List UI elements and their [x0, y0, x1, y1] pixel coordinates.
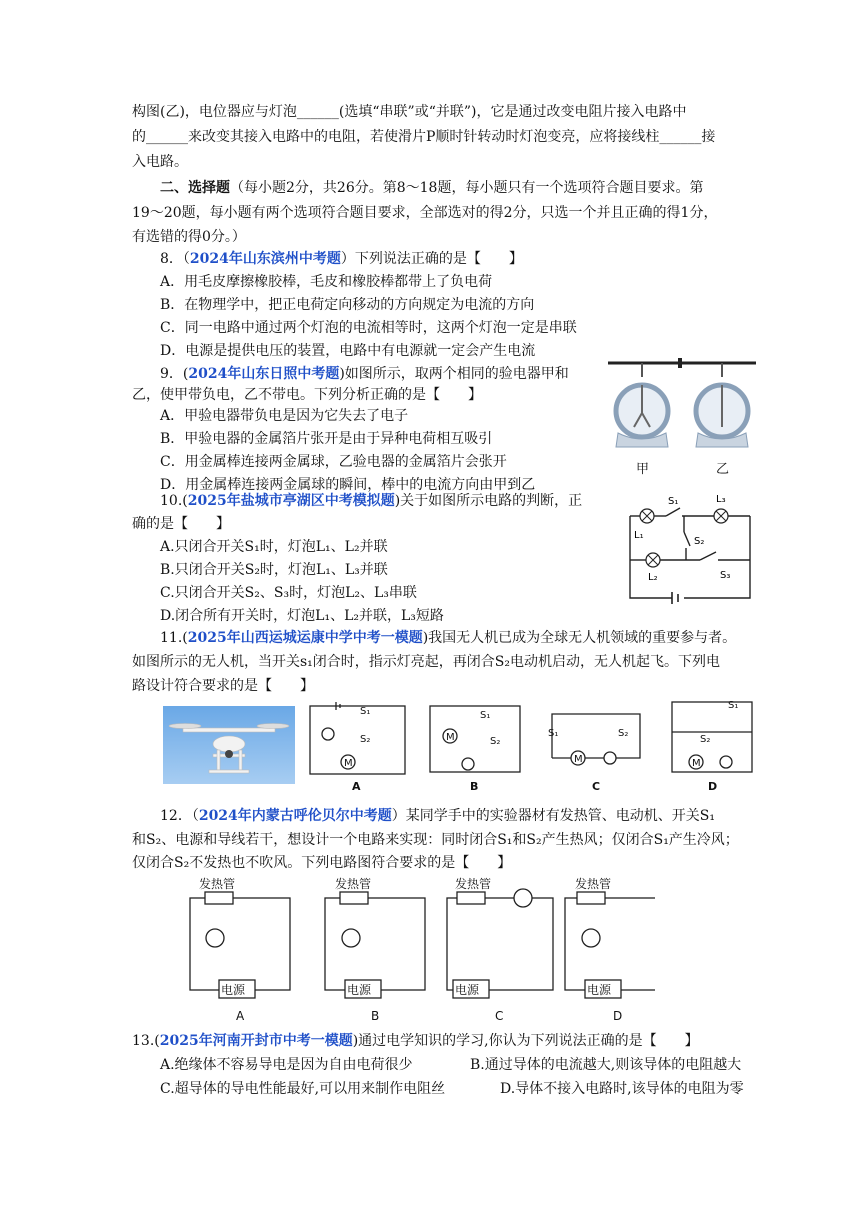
question-number: 12．（	[160, 808, 199, 824]
question-source: 2024年山东日照中考题	[188, 366, 340, 382]
question-source: 2025年盐城市亭湖区中考模拟题	[187, 493, 395, 509]
text-line: 入电路。	[132, 154, 188, 170]
motor-symbol: M	[692, 758, 701, 769]
question-number: 10.(	[160, 493, 188, 509]
option-d: D.闭合所有开关时，灯泡L₁、L₂并联，L₃短路	[160, 608, 444, 624]
label-l2: L₂	[648, 572, 658, 583]
question-text: )关于如图所示电路的判断，正	[394, 493, 583, 509]
label-yi: 乙	[716, 462, 730, 477]
circuit-option-a	[310, 702, 405, 774]
drone-icon	[163, 706, 295, 784]
question-8-stem	[160, 249, 523, 269]
label-l3: L₃	[716, 494, 726, 505]
option-d: D.导体不接入电路时,该导体的电阻为零	[500, 1081, 744, 1097]
text-line: 路设计符合要求的是【 】	[132, 678, 314, 694]
question-source: 2025年河南开封市中考一模题	[159, 1033, 353, 1049]
option-a: A．用毛皮摩擦橡胶棒，毛皮和橡胶棒都带上了负电荷	[160, 274, 493, 290]
question-text: ）下列说法正确的是【 】	[340, 251, 523, 267]
source-label: 电源	[455, 983, 480, 997]
source-label: 电源	[221, 983, 246, 997]
option-a: A．甲验电器带负电是因为它失去了电子	[160, 408, 409, 424]
text-line: 19～20题，每小题有两个选项符合题目要求，全部选对的得2分，只选一个并且正确的得1分，	[132, 205, 718, 221]
source-label: 电源	[347, 983, 372, 997]
circuit-option-c	[552, 714, 640, 765]
section-title: 二、选择题	[160, 180, 230, 196]
heater-label: 发热管	[199, 877, 236, 891]
question-number: 9．(	[160, 366, 189, 382]
text-line: 如图所示的无人机，当开关s₁闭合时，指示灯亮起，再闭合S₂电动机启动，无人机起飞。下列电	[132, 654, 720, 670]
option-label: B	[470, 780, 479, 793]
text-line: 的______来改变其接入电路中的电阻，若使滑片P顺时针转动时灯泡变亮，应将接线柱______接	[132, 129, 716, 145]
heater-label: 发热管	[575, 877, 612, 891]
question-number: 11.(	[160, 630, 188, 646]
option-d: D．电源是提供电压的装置，电路中有电源就一定会产生电流	[160, 343, 536, 359]
circuit-option-d	[672, 702, 752, 772]
option-d: D．用金属棒连接两金属球的瞬间，棒中的电流方向由甲到乙	[160, 477, 536, 493]
label-s2: S₂	[694, 536, 705, 547]
text-line: 仅闭合S₂不发热也不吹风。下列电路图符合要求的是【 】	[132, 855, 512, 871]
question-10-stem	[160, 491, 582, 511]
option-b: B．甲验电器的金属箔片张开是由于异种电荷相互吸引	[160, 431, 493, 447]
text-line: 构图(乙)，电位器应与灯泡______(选填“串联”或“并联”)，它是通过改变电阻片接入电路中	[132, 104, 687, 120]
question-text: )我国无人机已成为全球无人机领域的重要参与者。	[422, 630, 737, 646]
label-s2: S₂	[700, 734, 711, 745]
question-source: 2025年山西运城运康中学中考一模题	[187, 630, 423, 646]
label-s1: S₁	[548, 728, 559, 739]
drone-photo	[163, 706, 295, 784]
source-label: 电源	[587, 983, 612, 997]
heater-label: 发热管	[455, 877, 492, 891]
question-number: 13.(	[132, 1033, 160, 1049]
label-s2: S₂	[360, 734, 371, 745]
motor-symbol: M	[446, 732, 455, 743]
question-text: )如图所示，取两个相同的验电器甲和	[339, 366, 569, 382]
section-desc: （每小题2分，共26分。第8～18题，每小题只有一个选项符合题目要求。第	[230, 180, 704, 196]
label-s1: S₁	[668, 496, 679, 507]
label-s3: S₃	[720, 570, 731, 581]
motor-symbol: M	[574, 754, 583, 765]
electroscope-figure	[604, 355, 760, 485]
question-11-stem	[160, 628, 736, 648]
question-source: 2024年山东滨州中考题	[189, 251, 341, 267]
label-s1: S₁	[728, 700, 739, 711]
text-line: 乙，使甲带负电，乙不带电。下列分析正确的是【 】	[132, 387, 482, 403]
question-text: )通过电学知识的学习,你认为下列说法正确的是【 】	[352, 1033, 699, 1049]
option-label: A	[352, 780, 361, 793]
text-line: 确的是【 】	[132, 516, 230, 532]
option-b: B.只闭合开关S₂时，灯泡L₁、L₃并联	[160, 562, 388, 578]
option-label: C	[495, 1009, 504, 1023]
electroscope-yi	[696, 363, 748, 447]
question-9-stem	[160, 364, 569, 384]
question-12-stem	[160, 806, 715, 826]
option-b: B.通过导体的电流越大,则该导体的电阻越大	[470, 1057, 742, 1073]
heater-circuit-options	[185, 876, 655, 1026]
option-label: C	[592, 780, 601, 793]
label-s1: S₁	[480, 710, 491, 721]
option-a: A.只闭合开关S₁时，灯泡L₁、L₂并联	[160, 539, 388, 555]
drone-circuit-options	[300, 694, 770, 794]
option-c: C.超导体的导电性能最好,可以用来制作电阻丝	[160, 1081, 446, 1097]
option-c: C．用金属棒连接两金属球，乙验电器的金属箔片会张开	[160, 454, 507, 470]
label-l1: L₁	[634, 530, 644, 541]
motor-symbol: M	[344, 758, 353, 769]
label-s2: S₂	[490, 736, 501, 747]
text-line: 和S₂、电源和导线若干，想设计一个电路来实现：同时闭合S₁和S₂产生热风；仅闭合S₁产生冷风；	[132, 832, 739, 848]
option-label: A	[236, 1009, 245, 1023]
label-s2: S₂	[618, 728, 629, 739]
option-a: A.绝缘体不容易导电是因为自由电荷很少	[160, 1057, 413, 1073]
option-b: B．在物理学中，把正电荷定向移动的方向规定为电流的方向	[160, 297, 535, 313]
label-s1: S₁	[360, 706, 371, 717]
option-c: C．同一电路中通过两个灯泡的电流相等时，这两个灯泡一定是串联	[160, 320, 577, 336]
label-jia: 甲	[636, 462, 650, 477]
option-label: D	[708, 780, 718, 793]
question-number: 8．（	[160, 251, 190, 267]
option-label: D	[613, 1009, 623, 1023]
heater-label: 发热管	[335, 877, 372, 891]
text-line: 有选错的得0分。）	[132, 229, 246, 245]
circuit-option-c	[447, 889, 553, 998]
circuit-figure-q10	[620, 488, 760, 608]
question-text: ）某同学手中的实验器材有发热管、电动机、开关S₁	[391, 808, 715, 824]
question-13-stem	[132, 1031, 699, 1051]
option-c: C.只闭合开关S₂、S₃时，灯泡L₂、L₃串联	[160, 585, 417, 601]
option-label: B	[371, 1009, 380, 1023]
question-source: 2024年内蒙古呼伦贝尔中考题	[198, 808, 392, 824]
electroscope-jia	[616, 363, 668, 447]
section-header	[160, 178, 703, 198]
circuit-option-b	[430, 706, 520, 772]
circuit-option-b	[325, 892, 425, 998]
